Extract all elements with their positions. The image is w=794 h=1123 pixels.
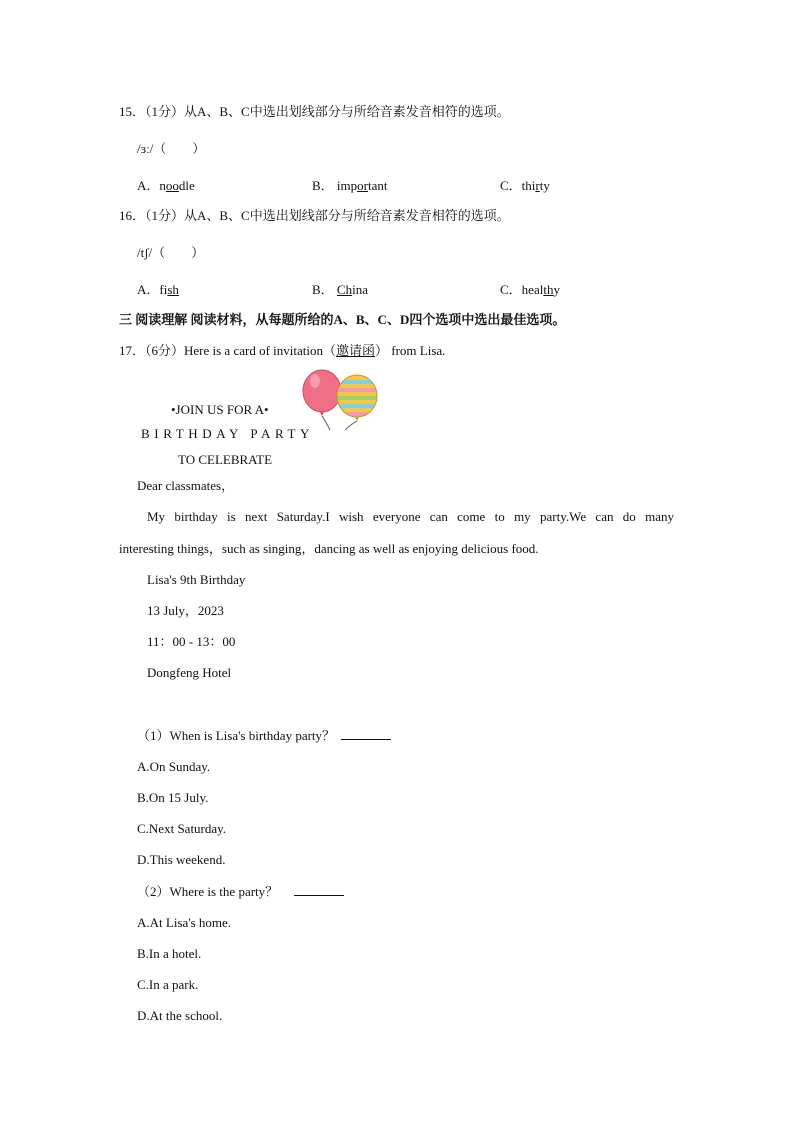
q15-stem: 15．（1分）从A、B、C中选出划线部分与所给音素发音相符的选项。 xyxy=(119,104,510,119)
card-body-line-1: My birthday is next Saturday.I wish everyone can come to my party.We can do many xyxy=(147,509,674,524)
q15-phoneme: /ɜː/（ ） xyxy=(137,141,206,156)
stem-text: ） from Lisa. xyxy=(375,343,446,358)
word-part: dle xyxy=(178,178,195,193)
word-part: heal xyxy=(521,282,544,297)
q17-stem xyxy=(119,342,445,360)
sub1-option-d: D.This weekend. xyxy=(137,852,226,867)
option-label: A． xyxy=(137,178,160,193)
q16-option-b xyxy=(312,281,368,299)
q16-option-c xyxy=(500,281,560,299)
sub1-question xyxy=(137,727,391,745)
option-label: A． xyxy=(137,282,160,297)
question-text: （1）When is Lisa's birthday party？ xyxy=(137,728,336,743)
sub2-option-a: A.At Lisa's home. xyxy=(137,915,232,930)
sub2-question xyxy=(137,883,344,901)
option-label: C． xyxy=(500,178,522,193)
card-place: Dongfeng Hotel xyxy=(147,665,232,680)
word-part: ina xyxy=(352,282,368,297)
card-line-join: •JOIN US FOR A• xyxy=(171,402,269,417)
underlined-part: or xyxy=(357,178,368,193)
card-greeting: Dear classmates， xyxy=(137,478,235,493)
word-part: y xyxy=(553,282,560,297)
underlined-part: oo xyxy=(165,178,179,193)
underlined-part: th xyxy=(543,282,554,297)
q16-stem: 16．（1分）从A、B、C中选出划线部分与所给音素发音相符的选项。 xyxy=(119,208,510,223)
card-line-celebrate: TO CELEBRATE xyxy=(178,452,273,467)
q16-phoneme: /tʃ/（ ） xyxy=(137,245,205,260)
answer-blank[interactable] xyxy=(294,883,344,896)
option-label: B． xyxy=(312,178,334,193)
card-line-birthday-party: BIRTHDAY PARTY xyxy=(141,426,315,441)
balloons-icon xyxy=(300,366,382,432)
word-part: thi xyxy=(521,178,536,193)
word-part: ty xyxy=(539,178,550,193)
q15-option-b xyxy=(312,177,388,195)
section-header: 三 阅读理解 阅读材料，从每题所给的A、B、C、D四个选项中选出最佳选项。 xyxy=(119,312,566,327)
word-part: fi xyxy=(159,282,168,297)
option-label: C． xyxy=(500,282,522,297)
q15-option-c xyxy=(500,177,550,195)
card-time: 11：00 - 13：00 xyxy=(147,634,236,649)
sub1-option-c: C.Next Saturday. xyxy=(137,821,227,836)
sub2-option-d: D.At the school. xyxy=(137,1008,223,1023)
option-label: B． xyxy=(312,282,334,297)
q16-option-a xyxy=(137,281,179,299)
sub1-option-a: A.On Sunday. xyxy=(137,759,211,774)
word-part: n xyxy=(159,178,166,193)
underlined-part: 邀请函 xyxy=(335,343,375,358)
answer-blank[interactable] xyxy=(341,727,391,740)
card-date: 13 July，2023 xyxy=(147,603,224,618)
question-text: （2）Where is the party？ xyxy=(137,884,279,899)
underlined-part: Ch xyxy=(336,282,353,297)
word-part: imp xyxy=(336,178,358,193)
sub1-option-b: B.On 15 July. xyxy=(137,790,209,805)
sub2-option-b: B.In a hotel. xyxy=(137,946,202,961)
word-part: tant xyxy=(368,178,388,193)
underlined-part: sh xyxy=(167,282,179,297)
q15-option-a xyxy=(137,177,195,195)
underlined-part: r xyxy=(535,178,540,193)
card-body-line-2: interesting things，such as singing，dancing as well as enjoying delicious food. xyxy=(119,541,539,556)
sub2-option-c: C.In a park. xyxy=(137,977,199,992)
card-event: Lisa's 9th Birthday xyxy=(147,572,246,587)
stem-text: 17．（6分）Here is a card of invitation（ xyxy=(119,343,336,358)
